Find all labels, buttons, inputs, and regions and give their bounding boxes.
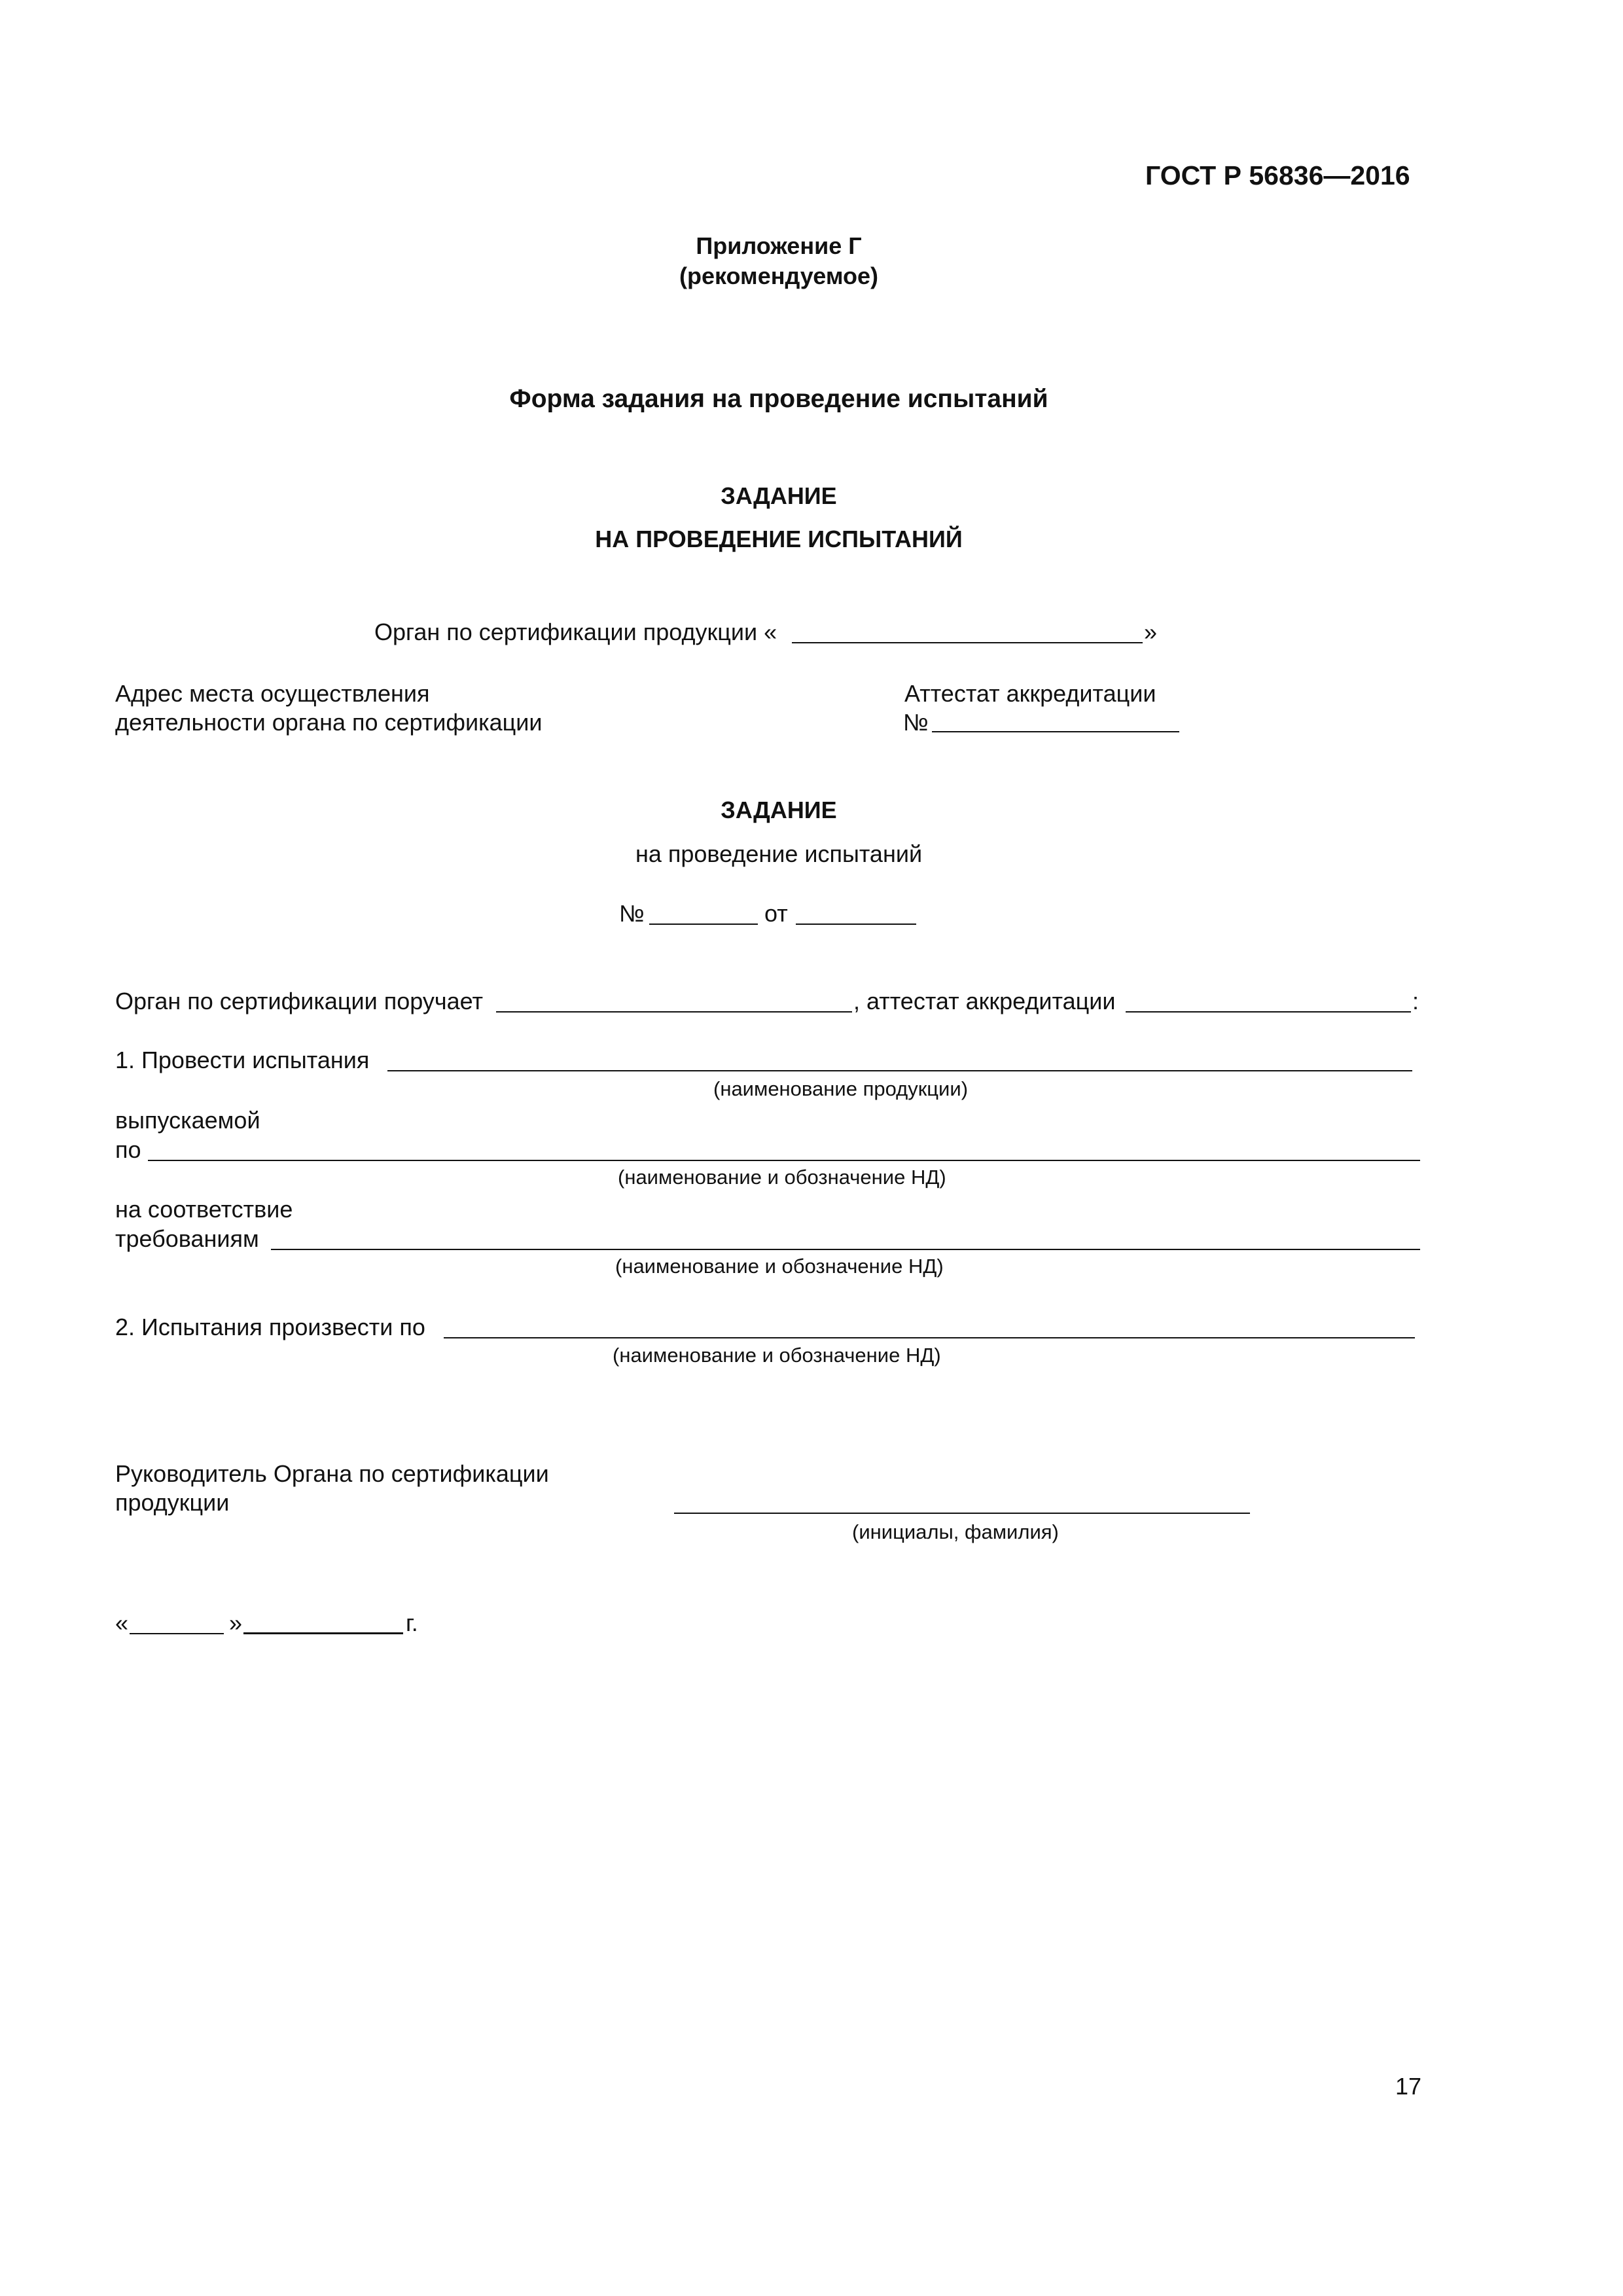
item1-label: 1. Провести испытания — [115, 1047, 370, 1073]
form-title: Форма задания на проведение испытаний — [509, 385, 1048, 413]
requirements-field[interactable] — [271, 1249, 1420, 1250]
produced-by-caption: (наименование и обозначение НД) — [618, 1166, 946, 1189]
compliance-label: на соответствие — [115, 1196, 293, 1223]
requirements-caption: (наименование и обозначение НД) — [615, 1255, 944, 1278]
heading-line1: ЗАДАНИЕ — [721, 482, 837, 509]
assigns-middle: , аттестат аккредитации — [853, 988, 1116, 1014]
date-open-quote: « — [115, 1609, 129, 1636]
signature-line1: Руководитель Органа по сертификации — [115, 1460, 549, 1487]
product-name-field[interactable] — [387, 1070, 1412, 1071]
assignee-field[interactable] — [496, 1011, 852, 1013]
date-year-suffix: г. — [406, 1609, 418, 1636]
task-subtitle: на проведение испытаний — [635, 840, 923, 867]
item2-label: 2. Испытания произвести по — [115, 1314, 425, 1340]
standard-designation: ГОСТ Р 56836—2016 — [1145, 160, 1410, 190]
produced-by-field[interactable] — [148, 1160, 1420, 1161]
organ-name-field[interactable] — [792, 642, 1143, 643]
appendix-status: (рекомендуемое) — [679, 262, 878, 289]
product-name-caption: (наименование продукции) — [713, 1077, 969, 1100]
signature-caption: (инициалы, фамилия) — [852, 1520, 1059, 1543]
accreditation-number-sign: № — [903, 709, 929, 736]
appendix-title: Приложение Г — [696, 232, 862, 259]
signature-name-field[interactable] — [674, 1513, 1250, 1514]
accreditation-number-field[interactable] — [932, 731, 1179, 732]
requirements-label: требованиям — [115, 1225, 259, 1252]
signature-line2: продукции — [115, 1489, 230, 1516]
test-method-field[interactable] — [444, 1337, 1415, 1338]
date-month-field[interactable] — [243, 1632, 403, 1634]
test-method-caption: (наименование и обозначение НД) — [613, 1344, 941, 1367]
task-number-sign: № — [619, 900, 645, 927]
heading-line2: НА ПРОВЕДЕНИЕ ИСПЫТАНИЙ — [595, 526, 963, 552]
accreditation-label: Аттестат аккредитации — [904, 680, 1156, 707]
by-label: по — [115, 1136, 141, 1163]
page-number: 17 — [1395, 2073, 1422, 2100]
assigns-prefix: Орган по сертификации поручает — [115, 988, 483, 1014]
task-from-label: от — [764, 900, 788, 927]
organ-prefix: Орган по сертификации продукции « — [374, 619, 777, 645]
address-line2: деятельности органа по сертификации — [115, 709, 543, 736]
date-close-quote: » — [229, 1609, 243, 1636]
task-number-field[interactable] — [649, 924, 758, 925]
produced-label: выпускаемой — [115, 1107, 260, 1134]
task-date-field[interactable] — [796, 924, 916, 925]
organ-suffix: » — [1144, 619, 1158, 645]
assigns-end: : — [1412, 988, 1419, 1014]
task-title: ЗАДАНИЕ — [721, 797, 837, 823]
assignee-accreditation-field[interactable] — [1126, 1011, 1411, 1013]
date-day-field[interactable] — [130, 1633, 224, 1634]
address-line1: Адрес места осуществления — [115, 680, 430, 707]
